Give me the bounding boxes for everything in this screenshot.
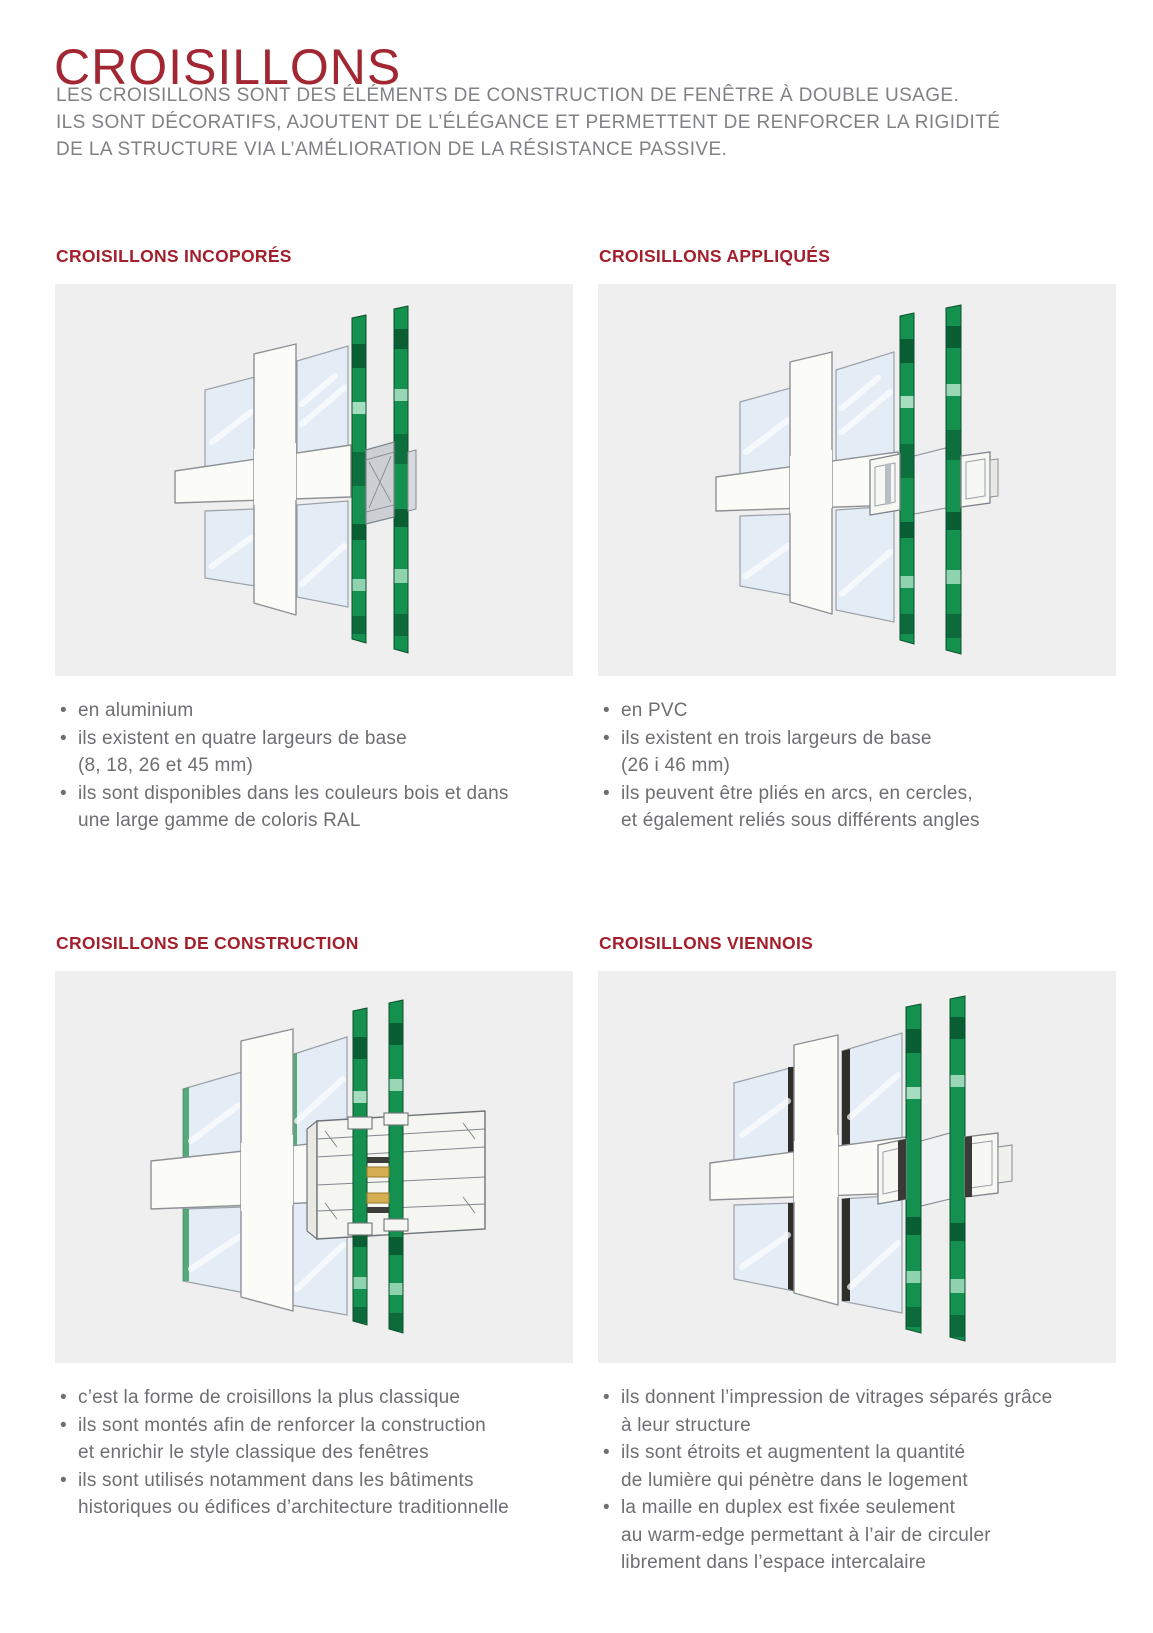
bullet-text: ils sont disponibles dans les couleurs bois et dans une large gamme de coloris RAL bbox=[78, 782, 509, 831]
section-construction bbox=[55, 933, 585, 1522]
bullet-item bbox=[55, 1384, 585, 1412]
bullet-text: en PVC bbox=[621, 700, 688, 721]
bullet-dot: • bbox=[603, 782, 610, 804]
section-header: CROISILLONS VIENNOIS bbox=[599, 933, 814, 953]
bullet-item bbox=[55, 780, 585, 835]
page-title: CROISILLONS bbox=[54, 38, 402, 95]
bullet-list-viennois bbox=[598, 1384, 1128, 1577]
bullet-dot: • bbox=[603, 1442, 610, 1463]
bullet-item bbox=[55, 1467, 585, 1522]
intro-line: ILS SONT DÉCORATIFS, AJOUTENT DE L’ÉLÉGANCE ET PERMETTENT DE RENFORCER LA RIGIDITÉ bbox=[56, 112, 1001, 133]
bullet-text: ils donnent l’impression de vitrages séparés grâce à leur structure bbox=[621, 1387, 1053, 1436]
bullet-item bbox=[598, 1384, 1128, 1439]
applied-muntin-illustration bbox=[598, 284, 1116, 676]
illustration-panel-incorpores bbox=[55, 284, 573, 676]
bullet-list-construction bbox=[55, 1384, 585, 1522]
bullet-text: c’est la forme de croisillons la plus classique bbox=[78, 1387, 461, 1408]
bullet-list-appliques bbox=[598, 697, 1128, 835]
viennese-muntin-illustration bbox=[598, 971, 1116, 1363]
bullet-item bbox=[55, 1412, 585, 1467]
bullet-text: la maille en duplex est fixée seulement au warm-edge permettant à l’air de circuler librement dans l’espace intercalaire bbox=[621, 1497, 991, 1573]
incorporated-muntin-illustration bbox=[55, 284, 573, 676]
bullet-dot: • bbox=[60, 1469, 67, 1491]
bullet-text: ils peuvent être pliés en arcs, en cercles, et également reliés sous différents angles bbox=[621, 782, 980, 831]
bullet-dot: • bbox=[603, 1387, 610, 1408]
bullet-text: ils existent en trois largeurs de base (26 i 46 mm) bbox=[621, 727, 932, 776]
section-header: CROISILLONS INCOPORÉS bbox=[56, 246, 292, 266]
bullet-dot: • bbox=[60, 1387, 67, 1408]
section-incorpores bbox=[55, 246, 585, 835]
bullet-dot: • bbox=[603, 700, 610, 721]
bullet-text: ils sont étroits et augmentent la quantité de lumière qui pénètre dans le logement bbox=[621, 1442, 968, 1491]
bullet-item bbox=[598, 697, 1128, 725]
intro-line: LES CROISILLONS SONT DES ÉLÉMENTS DE CONSTRUCTION DE FENÊTRE À DOUBLE USAGE. bbox=[56, 85, 960, 106]
bullet-text: en aluminium bbox=[78, 700, 194, 721]
section-appliques bbox=[598, 246, 1128, 835]
section-viennois bbox=[598, 933, 1128, 1577]
illustration-panel-appliques bbox=[598, 284, 1116, 676]
structural-muntin-illustration bbox=[55, 971, 573, 1363]
bullet-dot: • bbox=[60, 1414, 67, 1436]
illustration-panel-viennois bbox=[598, 971, 1116, 1363]
bullet-dot: • bbox=[60, 700, 67, 721]
bullet-dot: • bbox=[60, 782, 67, 804]
illustration-panel-construction bbox=[55, 971, 573, 1363]
bullet-dot: • bbox=[60, 727, 67, 749]
bullet-text: ils sont montés afin de renforcer la construction et enrichir le style classique des fenêtres bbox=[78, 1414, 486, 1463]
bullet-dot: • bbox=[603, 1497, 610, 1518]
bullet-item bbox=[55, 697, 585, 725]
bullet-text: ils existent en quatre largeurs de base (8, 18, 26 et 45 mm) bbox=[78, 727, 407, 776]
bullet-item bbox=[598, 1494, 1128, 1577]
section-header: CROISILLONS APPLIQUÉS bbox=[599, 246, 831, 266]
bullet-dot: • bbox=[603, 727, 610, 749]
bullet-text: ils sont utilisés notamment dans les bâtiments historiques ou édifices d’architecture traditionnelle bbox=[78, 1469, 509, 1518]
intro-line: DE LA STRUCTURE VIA L’AMÉLIORATION DE LA RÉSISTANCE PASSIVE. bbox=[56, 139, 728, 160]
bullet-item bbox=[598, 1439, 1128, 1494]
bullet-item bbox=[55, 725, 585, 780]
bullet-list-incorpores bbox=[55, 697, 585, 835]
bullet-item bbox=[598, 780, 1128, 835]
intro-paragraph bbox=[56, 82, 1000, 163]
bullet-item bbox=[598, 725, 1128, 780]
section-header: CROISILLONS DE CONSTRUCTION bbox=[56, 933, 359, 953]
